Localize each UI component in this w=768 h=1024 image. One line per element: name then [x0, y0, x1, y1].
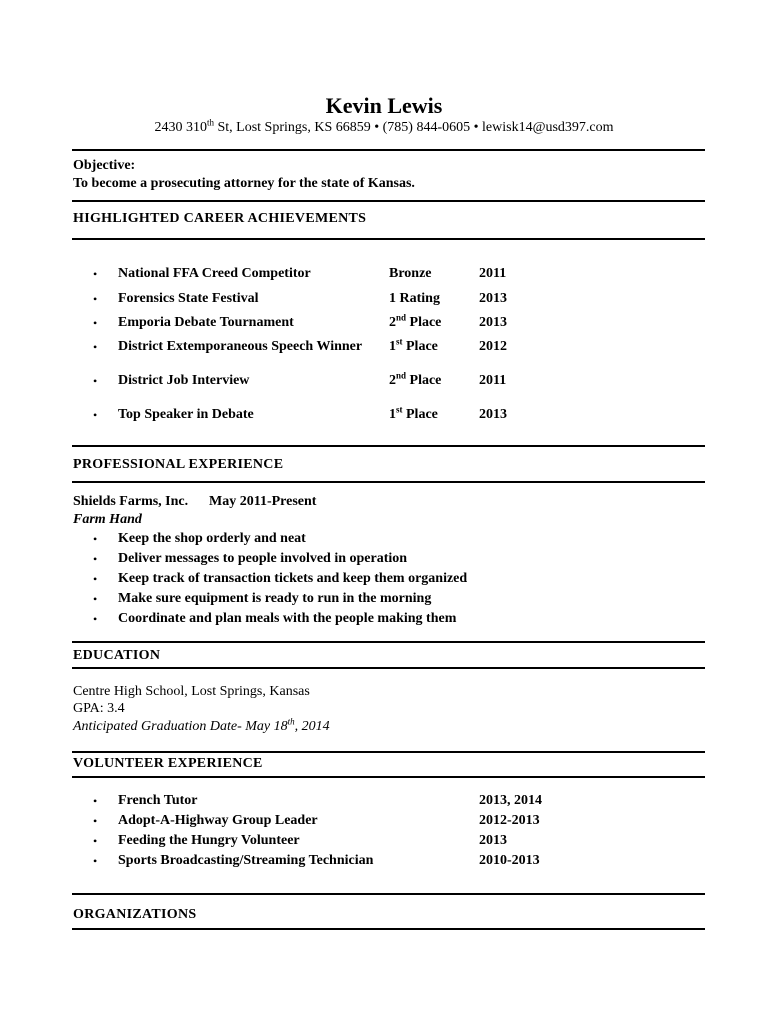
gpa: GPA: 3.4 — [73, 701, 125, 716]
objective-text: To become a prosecuting attorney for the state of Kansas. — [73, 176, 415, 191]
address-part: 2430 310 — [154, 120, 207, 135]
volunteer-title: French Tutor — [118, 793, 198, 808]
bullet-icon: • — [93, 592, 98, 606]
divider — [72, 893, 705, 895]
experience-heading: PROFESSIONAL EXPERIENCE — [73, 457, 284, 472]
achievement-title: Top Speaker in Debate — [118, 407, 254, 422]
duty-item: Deliver messages to people involved in operation — [118, 551, 408, 566]
divider — [72, 641, 705, 643]
volunteer-title: Adopt-A-Highway Group Leader — [118, 813, 318, 828]
achievement-place: 1st Place — [389, 404, 438, 422]
bullet-icon: • — [93, 408, 98, 422]
employment-dates: May 2011-Present — [209, 494, 317, 509]
bullet-icon: • — [93, 612, 98, 626]
achievement-year: 2011 — [479, 266, 507, 281]
address-sup: th — [206, 117, 214, 128]
bullet-icon: • — [93, 854, 98, 868]
bullet-icon: • — [93, 267, 98, 281]
achievement-year: 2013 — [479, 291, 507, 306]
bullet-icon: • — [93, 532, 98, 546]
bullet-icon: • — [93, 316, 98, 330]
volunteer-years: 2010-2013 — [479, 853, 540, 868]
duty-item: Make sure equipment is ready to run in the morning — [118, 591, 432, 606]
bullet-icon: • — [93, 572, 98, 586]
bullet-icon: • — [93, 794, 98, 808]
bullet-icon: • — [93, 814, 98, 828]
divider — [72, 776, 705, 778]
bullet-icon: • — [93, 374, 98, 388]
volunteer-title: Sports Broadcasting/Streaming Technician — [118, 853, 374, 868]
achievement-year: 2011 — [479, 373, 507, 388]
achievement-title: National FFA Creed Competitor — [118, 266, 311, 281]
bullet-icon: • — [93, 834, 98, 848]
achievement-place: Bronze — [389, 266, 432, 281]
achievement-title: Emporia Debate Tournament — [118, 315, 294, 330]
education-heading: EDUCATION — [73, 648, 161, 663]
achievement-year: 2013 — [479, 315, 507, 330]
achievement-place: 2nd Place — [389, 312, 442, 330]
bullet-icon: • — [93, 292, 98, 306]
school-name: Centre High School, Lost Springs, Kansas — [73, 684, 310, 699]
divider — [72, 200, 705, 202]
employer-name: Shields Farms, Inc. — [73, 494, 189, 509]
volunteer-years: 2013 — [479, 833, 507, 848]
achievement-place: 1st Place — [389, 336, 438, 354]
volunteer-years: 2013, 2014 — [479, 793, 542, 808]
divider — [72, 481, 705, 483]
contact-line — [0, 117, 768, 136]
achievements-heading: HIGHLIGHTED CAREER ACHIEVEMENTS — [73, 211, 367, 226]
volunteer-title: Feeding the Hungry Volunteer — [118, 833, 300, 848]
resume-name: Kevin Lewis — [325, 93, 443, 118]
achievement-title: District Job Interview — [118, 373, 250, 388]
graduation-date: Anticipated Graduation Date- May 18th, 2014 — [73, 716, 330, 734]
job-role: Farm Hand — [73, 512, 142, 527]
divider — [72, 928, 705, 930]
divider — [72, 238, 705, 240]
achievement-year: 2013 — [479, 407, 507, 422]
objective-label: Objective: — [73, 158, 136, 173]
achievement-title: Forensics State Festival — [118, 291, 259, 306]
volunteer-years: 2012-2013 — [479, 813, 540, 828]
achievement-title: District Extemporaneous Speech Winner — [118, 339, 363, 354]
duty-item: Keep track of transaction tickets and keep them organized — [118, 571, 468, 586]
achievement-place: 2nd Place — [389, 370, 442, 388]
bullet-icon: • — [93, 552, 98, 566]
bullet-icon: • — [93, 340, 98, 354]
volunteer-heading: VOLUNTEER EXPERIENCE — [73, 756, 263, 771]
divider — [72, 149, 705, 151]
achievement-year: 2012 — [479, 339, 507, 354]
duty-item: Keep the shop orderly and neat — [118, 531, 306, 546]
duty-item: Coordinate and plan meals with the people making them — [118, 611, 457, 626]
contact-details: St, Lost Springs, KS 66859 • (785) 844-0605 • lewisk14@usd397.com — [213, 120, 614, 135]
achievement-place: 1 Rating — [389, 291, 440, 306]
organizations-heading: ORGANIZATIONS — [73, 907, 197, 922]
divider — [72, 667, 705, 669]
divider — [72, 751, 705, 753]
divider — [72, 445, 705, 447]
